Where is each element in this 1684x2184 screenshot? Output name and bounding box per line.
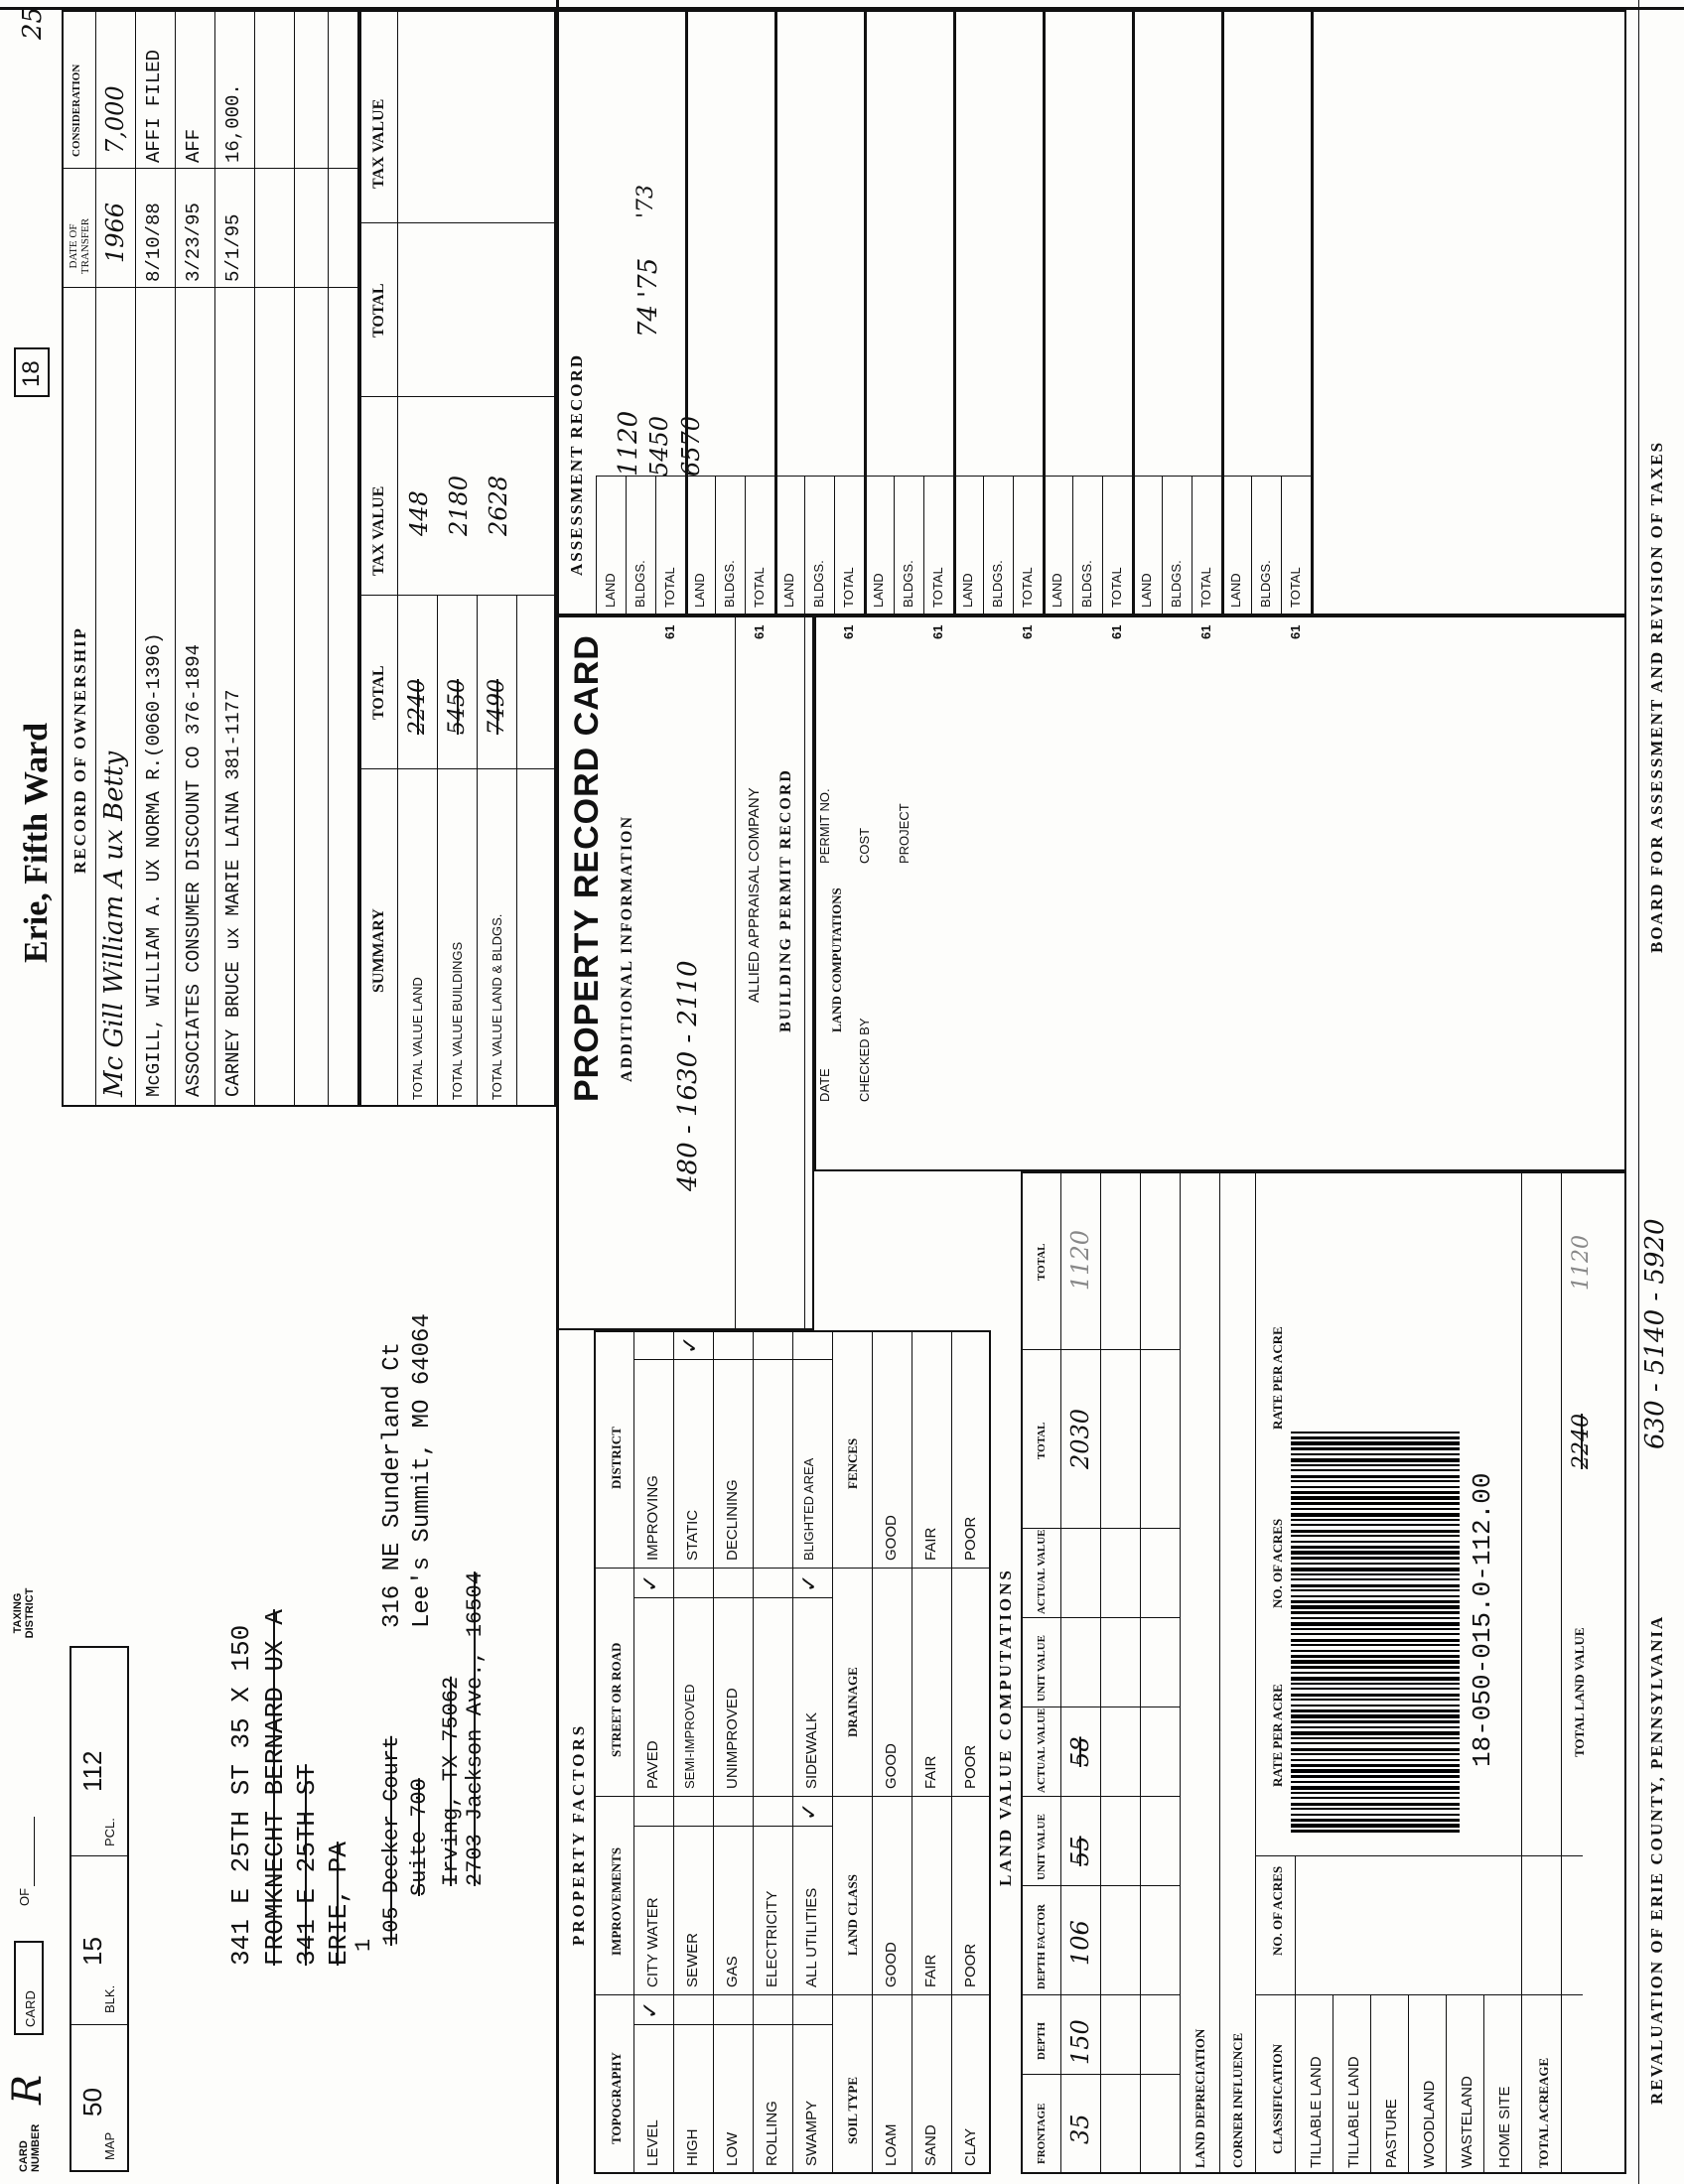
assessment-row-label: LAND (1050, 573, 1064, 608)
mail-address-1: 316 NE Sunderland Ct (379, 1341, 406, 1628)
pf-low: LOW (724, 2131, 741, 2166)
barcode-bar (1291, 1633, 1460, 1635)
assessment-title: ASSESSMENT RECORD (567, 352, 586, 576)
lv-frontage: 35 (1066, 2114, 1094, 2144)
date-transfer-header: DATE OF TRANSFER (68, 217, 92, 275)
ownership-title: RECORD OF OWNERSHIP (70, 626, 89, 874)
owner-struck: FROMKNECHT BERNARD UX A (260, 1609, 290, 1966)
lv-header-total-2: TOTAL (1036, 1243, 1048, 1281)
assessment-row-label: TOTAL (930, 567, 945, 608)
ownership-row-4-name: CARNEY BRUCE ux MARIE LAINA 381-1177 (222, 689, 244, 1097)
summary-row-1-label: TOTAL VALUE LAND (410, 977, 425, 1100)
assessment-row-label: TOTAL (1198, 567, 1213, 608)
summary-row-3-total: 7490 (485, 679, 509, 735)
lv-class-woodland: WOODLAND (1421, 2080, 1438, 2168)
lv-header-actual-value-1: ACTUAL VALUE (1036, 1707, 1048, 1793)
barcode-bar (1291, 1769, 1460, 1773)
barcode-bar (1291, 1513, 1460, 1517)
barcode (1291, 1420, 1470, 1837)
ownership-row-2-date: 8/10/88 (143, 203, 165, 282)
pf-header-topography: TOPOGRAPHY (609, 2052, 624, 2144)
map-value: 50 (77, 2088, 107, 2116)
pf-high: HIGH (684, 2128, 701, 2166)
pf-header-fences: FENCES (845, 1437, 860, 1489)
assessment-row-line (685, 477, 686, 615)
barcode-bar (1291, 1737, 1460, 1739)
permit-record-title: BUILDING PERMIT RECORD (777, 768, 794, 1032)
pf-fair-2: FAIR (922, 1755, 939, 1789)
assessment-row-label: BLDGS. (1079, 560, 1094, 608)
barcode-bar (1291, 1551, 1460, 1555)
mail-address-2: Lee's Summit, MO 64064 (409, 1313, 436, 1628)
assessment-row-label: BLDGS. (901, 560, 915, 608)
barcode-bar (1291, 1742, 1460, 1744)
assessment-year-73: '73 (633, 184, 658, 218)
ownership-row-4-date: 5/1/95 (222, 213, 244, 282)
assessment-row-line (745, 477, 746, 615)
barcode-bar (1291, 1447, 1460, 1450)
pf-semi-improved: SEMI-IMPROVED (682, 1684, 697, 1789)
barcode-bar (1291, 1824, 1460, 1828)
assessment-record (556, 10, 1626, 615)
barcode-bar (1291, 1432, 1460, 1433)
barcode-bar (1291, 1469, 1460, 1471)
additional-info-value: 480 - 1630 - 2110 (673, 960, 703, 1191)
assessment-row-line (1043, 477, 1044, 615)
assessment-row-line (626, 477, 627, 615)
barcode-bar (1291, 1546, 1460, 1549)
check-all-utilities: ✓ (796, 1802, 821, 1821)
lv-acres-header-2: NO. OF ACRES (1270, 1518, 1285, 1608)
assessment-first-bldgs: 5450 (645, 415, 673, 477)
barcode-bar (1291, 1764, 1460, 1767)
property-address: 341 E 25TH ST 35 X 150 (226, 1624, 256, 1966)
lv-total-1: 2030 (1066, 1408, 1094, 1469)
barcode-bar (1291, 1705, 1460, 1706)
pf-good-1: GOOD (883, 1942, 900, 1987)
assessment-row-line (1072, 477, 1073, 615)
barcode-bar (1291, 1775, 1460, 1778)
check-paved: ✓ (637, 1573, 662, 1592)
permit-date-label: DATE (817, 1068, 832, 1102)
assessment-year-marker: 61 (841, 624, 856, 639)
barcode-bar (1291, 1644, 1460, 1646)
barcode-bar (1291, 1464, 1460, 1466)
assessment-column-line (596, 476, 1311, 477)
barcode-bar (1291, 1731, 1460, 1735)
pf-fair-1: FAIR (922, 1954, 939, 1987)
assessment-row-label: TOTAL (1288, 567, 1303, 608)
lv-header-depth: DEPTH (1036, 2022, 1048, 2060)
barcode-bar (1291, 1797, 1460, 1799)
assessment-row-line (864, 477, 865, 615)
barcode-bar (1291, 1530, 1460, 1533)
assessment-row-line (1221, 477, 1222, 615)
permit-no-label: PERMIT NO. (817, 788, 832, 864)
barcode-bar (1291, 1491, 1460, 1494)
pf-static: STATIC (684, 1509, 701, 1561)
check-static: ✓ (677, 1335, 702, 1354)
check-level: ✓ (637, 2000, 662, 2019)
lv-actual-value: 58 (1066, 1736, 1094, 1767)
blk-label: BLK. (102, 1984, 117, 2013)
barcode-bar (1291, 1808, 1460, 1810)
summary-total-header: TOTAL (370, 665, 387, 720)
pf-good-3: GOOD (883, 1515, 900, 1561)
assessment-year-marker: 61 (752, 624, 767, 639)
barcode-bar (1291, 1830, 1460, 1833)
assessment-year-marker: 61 (1198, 624, 1213, 639)
pf-rolling: ROLLING (764, 2101, 780, 2166)
footer-handwritten: 630 - 5140 - 5920 (1640, 1218, 1670, 1449)
ownership-row-3-date: 3/23/95 (183, 203, 205, 282)
lv-header-unit-value-1: UNIT VALUE (1036, 1814, 1048, 1880)
pcl-value: 112 (77, 1750, 107, 1792)
check-sidewalk: ✓ (796, 1573, 821, 1592)
assessment-row-line (953, 477, 954, 615)
summary-tax-header: TAX VALUE (370, 485, 387, 576)
barcode-bar (1291, 1453, 1460, 1455)
total-land-value-amount-2: 1120 (1569, 1235, 1594, 1291)
assessment-row-label: TOTAL (1109, 567, 1124, 608)
consideration-header: CONSIDERATION (70, 64, 82, 157)
lv-header-unit-value-2: UNIT VALUE (1036, 1635, 1048, 1702)
card-number-value: R (5, 2074, 51, 2105)
assessment-row-line (923, 477, 924, 615)
card-number-label: CARD NUMBER (18, 2123, 43, 2172)
pf-blighted-area: BLIGHTED AREA (801, 1457, 816, 1561)
assessment-group-divider (1311, 10, 1314, 615)
barcode-bar (1291, 1508, 1460, 1510)
barcode-bar (1291, 1726, 1460, 1728)
pf-paved: PAVED (644, 1740, 661, 1789)
barcode-bar (1291, 1688, 1460, 1690)
ownership-row-2-name: McGILL, WILLIAM A. UX NORMA R.(0060-1396) (143, 632, 165, 1097)
footer-left: REVALUATION OF ERIE COUNTY, PENNSYLVANIA (1647, 1614, 1666, 2105)
land-value-title: LAND VALUE COMPUTATIONS (996, 1568, 1015, 1886)
barcode-bar (1291, 1660, 1460, 1664)
barcode-bar (1291, 1709, 1460, 1712)
ownership-row-1-name: Mc Gill William A ux Betty (99, 751, 129, 1097)
barcode-bar (1291, 1672, 1460, 1674)
barcode-bar (1291, 1792, 1460, 1794)
assessment-row-line (1281, 477, 1282, 615)
barcode-bar (1291, 1622, 1460, 1626)
footer-right: BOARD FOR ASSESSMENT AND REVISION OF TAXES (1647, 440, 1666, 953)
summary-title: SUMMARY (370, 908, 387, 993)
pf-header-land-class: LAND CLASS (845, 1874, 860, 1956)
assessment-row-label: BLDGS. (632, 560, 647, 608)
barcode-bar (1291, 1563, 1460, 1565)
lv-header-frontage: FRONTAGE (1036, 2103, 1048, 2164)
top-right-total-header: TOTAL (370, 283, 387, 338)
ownership-row-3-consideration: AFF (183, 128, 205, 163)
barcode-bar (1291, 1683, 1460, 1685)
pf-swampy: SWAMPY (803, 2100, 820, 2166)
corner-number: 25 (18, 6, 48, 40)
barcode-bar (1291, 1480, 1460, 1482)
map-label: MAP (102, 2131, 117, 2160)
lv-total-2: 1120 (1066, 1229, 1094, 1291)
assessment-row-line (834, 477, 835, 615)
summary-row-3-tax: 2628 (485, 475, 512, 536)
appraisal-company: ALLIED APPRAISAL COMPANY (746, 787, 763, 1003)
barcode-bar (1291, 1524, 1460, 1526)
barcode-bar (1291, 1753, 1460, 1755)
barcode-bar (1291, 1699, 1460, 1701)
barcode-bar (1291, 1628, 1460, 1630)
land-depreciation-label: LAND DEPRECIATION (1193, 2028, 1207, 2168)
assessment-row-label: LAND (871, 573, 886, 608)
total-land-value-amount: 2240 (1569, 1414, 1594, 1469)
barcode-bar (1291, 1819, 1460, 1822)
barcode-bar (1291, 1496, 1460, 1500)
assessment-year-74: 74 (633, 304, 663, 338)
lv-depth: 150 (1066, 2019, 1094, 2065)
pf-city-water: CITY WATER (644, 1897, 661, 1987)
assessment-row-line (655, 477, 656, 615)
pf-poor-1: POOR (962, 1943, 979, 1987)
summary-row-1-total: 2240 (405, 679, 430, 735)
taxing-district-label: TAXING DISTRICT (12, 1587, 37, 1639)
lv-class-pasture: PASTURE (1383, 2099, 1400, 2168)
lv-rate-header-2: RATE PER ACRE (1270, 1326, 1285, 1430)
pf-header-soil: SOIL TYPE (845, 2076, 860, 2144)
assessment-row-label: LAND (1228, 573, 1243, 608)
struck-address-2: Suite 700 (407, 1778, 432, 1896)
property-factors-title: PROPERTY FACTORS (569, 1722, 588, 1946)
barcode-bar (1291, 1519, 1460, 1521)
barcode-bar (1291, 1666, 1460, 1669)
pf-loam: LOAM (883, 2123, 900, 2166)
assessment-year-marker: 61 (1020, 624, 1035, 639)
pf-sand: SAND (922, 2124, 939, 2166)
ownership-row-3-name: ASSOCIATES CONSUMER DISCOUNT CO 376-1894 (183, 643, 205, 1097)
lv-class-tillable-1: TILLABLE LAND (1308, 2056, 1325, 2168)
barcode-bar (1291, 1600, 1460, 1603)
assessment-row-label: TOTAL (662, 567, 677, 608)
assessment-row-label: BLDGS. (722, 560, 737, 608)
assessment-row-label: TOTAL (1020, 567, 1035, 608)
barcode-bar (1291, 1655, 1460, 1658)
pf-header-district: DISTRICT (609, 1427, 624, 1489)
pf-sidewalk: SIDEWALK (803, 1712, 820, 1789)
assessment-row-label: TOTAL (841, 567, 856, 608)
ward-title: Erie, Fifth Ward (18, 722, 55, 963)
ownership-row-1-consideration: 7,000 (101, 85, 129, 154)
permit-project-label: PROJECT (897, 803, 912, 864)
barcode-bar (1291, 1714, 1460, 1718)
assessment-row-label: BLDGS. (1169, 560, 1184, 608)
pf-poor-2: POOR (962, 1744, 979, 1789)
property-record-card-title: PROPERTY RECORD CARD (568, 634, 606, 1102)
land-computations-box (814, 615, 1626, 1171)
lv-header-total-1: TOTAL (1036, 1422, 1048, 1459)
barcode-bar (1291, 1748, 1460, 1751)
assessment-row-label: LAND (960, 573, 975, 608)
lv-unit-value: 55 (1066, 1836, 1094, 1866)
barcode-bar (1291, 1557, 1460, 1560)
assessment-year-marker: 61 (930, 624, 945, 639)
barcode-bar (1291, 1458, 1460, 1462)
total-acreage-label: TOTAL ACREAGE (1536, 2057, 1551, 2168)
lv-acres-header-1: NO. OF ACRES (1270, 1865, 1285, 1956)
permit-cost-label: COST (857, 827, 872, 864)
pf-improving: IMPROVING (644, 1475, 661, 1561)
pf-fair-3: FAIR (922, 1527, 939, 1561)
ownership-row-1-date: 1966 (101, 202, 129, 263)
assessment-year-75: '75 (633, 257, 663, 298)
marker: 1 (351, 1938, 376, 1952)
lv-rate-header-1: RATE PER ACRE (1270, 1684, 1285, 1787)
pf-header-improvements: IMPROVEMENTS (609, 1846, 624, 1956)
assessment-row-label: LAND (781, 573, 796, 608)
owner-city: ERIE, PA (324, 1842, 353, 1966)
barcode-bar (1291, 1584, 1460, 1587)
assessment-row-label: LAND (692, 573, 707, 608)
pf-header-street: STREET OR ROAD (609, 1642, 624, 1757)
struck-address-3: Irving, TX 75062 (439, 1676, 464, 1886)
ownership-row-2-consideration: AFFI FILED (143, 49, 165, 163)
barcode-bar (1291, 1803, 1460, 1806)
assessment-row-line (1251, 477, 1252, 615)
assessment-row-line (804, 477, 805, 615)
barcode-bar (1291, 1759, 1460, 1761)
assessment-row-line (1132, 477, 1133, 615)
lv-class-header: CLASSIFICATION (1270, 2043, 1285, 2154)
ownership-row-4-consideration: 16,000. (222, 83, 244, 163)
pf-gas: GAS (724, 1956, 741, 1987)
ward-box-value: 18 (18, 360, 45, 387)
assessment-row-label: LAND (603, 573, 618, 608)
assessment-row-line (1192, 477, 1193, 615)
pf-clay: CLAY (962, 2127, 979, 2166)
lv-class-wasteland: WASTELAND (1459, 2076, 1475, 2168)
assessment-row-label: BLDGS. (1258, 560, 1273, 608)
pf-electricity: ELECTRICITY (764, 1890, 780, 1987)
struck-address-4: 2703 Jackson Ave., 16504 (463, 1571, 488, 1886)
barcode-bar (1291, 1650, 1460, 1652)
assessment-first-land: 1120 (614, 410, 643, 477)
assessment-row-label: BLDGS. (811, 560, 826, 608)
summary-row-2-total: 5450 (445, 679, 470, 735)
barcode-bar (1291, 1611, 1460, 1614)
barcode-bar (1291, 1568, 1460, 1571)
pf-good-2: GOOD (883, 1743, 900, 1789)
assessment-row-line (1013, 477, 1014, 615)
summary-row-1-tax: 448 (405, 490, 433, 536)
card-label: CARD (23, 1990, 38, 2027)
permit-checked-label: CHECKED BY (857, 1018, 872, 1102)
pf-sewer: SEWER (684, 1932, 701, 1987)
barcode-bar (1291, 1589, 1460, 1591)
barcode-bar (1291, 1605, 1460, 1609)
assessment-row-label: BLDGS. (990, 560, 1005, 608)
assessment-year-marker: 61 (1288, 624, 1303, 639)
summary-row-3-label: TOTAL VALUE LAND & BLDGS. (490, 913, 504, 1100)
struck-address-1: 105 Decker Court (379, 1735, 404, 1946)
top-right-tax-header: TAX VALUE (370, 98, 387, 189)
lv-depth-factor: 106 (1066, 1920, 1094, 1966)
assessment-row-line (1162, 477, 1163, 615)
of-label: OF (17, 1887, 32, 1906)
barcode-bar (1291, 1436, 1460, 1439)
pf-unimproved: UNIMPROVED (724, 1688, 741, 1789)
barcode-bar (1291, 1573, 1460, 1575)
barcode-number: 18-050-015.0-112.00 (1468, 1472, 1497, 1767)
assessment-row-line (596, 477, 597, 615)
pf-header-drainage: DRAINAGE (845, 1667, 860, 1737)
pf-all-utilities: ALL UTILITIES (803, 1887, 820, 1987)
assessment-year-marker: 61 (662, 624, 677, 639)
summary-row-2-tax: 2180 (445, 475, 473, 536)
lv-class-tillable-2: TILLABLE LAND (1345, 2056, 1362, 2168)
barcode-bar (1291, 1781, 1460, 1783)
pf-declining: DECLINING (724, 1479, 741, 1561)
lv-header-depth-factor: DEPTH FACTOR (1036, 1903, 1048, 1989)
pf-level: LEVEL (644, 2119, 661, 2166)
barcode-bar (1291, 1486, 1460, 1488)
assessment-row-line (894, 477, 895, 615)
barcode-bar (1291, 1578, 1460, 1580)
assessment-year-marker: 61 (1109, 624, 1124, 639)
pcl-label: PCL. (102, 1818, 117, 1846)
barcode-bar (1291, 1720, 1460, 1723)
assessment-row-label: LAND (1139, 573, 1154, 608)
lv-header-actual-value-2: ACTUAL VALUE (1036, 1529, 1048, 1614)
barcode-bar (1291, 1475, 1460, 1478)
lv-class-home-site: HOME SITE (1496, 2086, 1513, 2168)
barcode-bar (1291, 1694, 1460, 1697)
summary-row-2-label: TOTAL VALUE BUILDINGS (450, 941, 465, 1100)
assessment-row-line (983, 477, 984, 615)
assessment-first-total: 6570 (677, 415, 705, 477)
barcode-bar (1291, 1786, 1460, 1790)
barcode-bar (1291, 1814, 1460, 1816)
land-computations-label: LAND COMPUTATIONS (829, 887, 844, 1032)
total-land-value-label: TOTAL LAND VALUE (1572, 1627, 1587, 1757)
barcode-bar (1291, 1595, 1460, 1597)
pf-poor-3: POOR (962, 1516, 979, 1561)
assessment-row-label: TOTAL (752, 567, 767, 608)
barcode-bar (1291, 1617, 1460, 1619)
barcode-bar (1291, 1541, 1460, 1543)
barcode-bar (1291, 1502, 1460, 1505)
assessment-row-line (715, 477, 716, 615)
barcode-bar (1291, 1639, 1460, 1642)
barcode-bar (1291, 1535, 1460, 1537)
assessment-row-line (774, 477, 775, 615)
barcode-bar (1291, 1441, 1460, 1445)
owner-address: 341 E 25TH ST (292, 1764, 322, 1966)
blk-value: 15 (77, 1937, 107, 1966)
assessment-row-line (1102, 477, 1103, 615)
corner-influence-label: CORNER INFLUENCE (1230, 2032, 1245, 2168)
barcode-bar (1291, 1677, 1460, 1681)
additional-info-label: ADDITIONAL INFORMATION (619, 814, 635, 1082)
